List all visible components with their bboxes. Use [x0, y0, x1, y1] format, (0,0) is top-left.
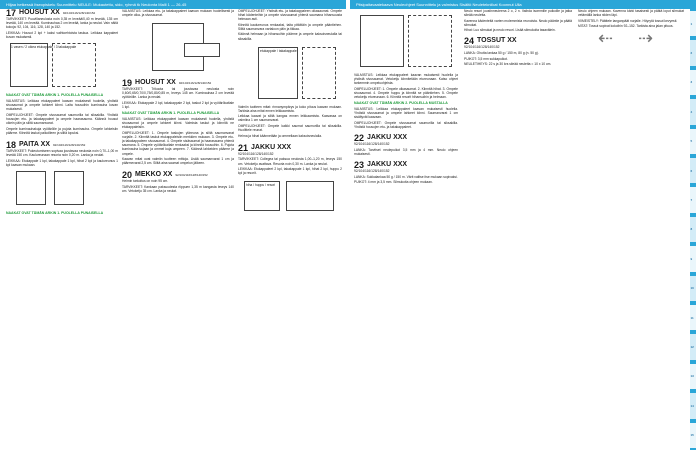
page-number-right: 17: [681, 443, 686, 448]
left-col-3: [238, 9, 342, 450]
side-tab-label: 11: [690, 315, 694, 320]
size-codes: 92/104/116/128/140/152: [175, 173, 208, 178]
paragraph: Käännä helmaan ja hihansuihin päärme ja ompele kaksoisneulalla tai siksakilla.: [238, 32, 342, 41]
side-tab: [690, 246, 696, 271]
top-band-left: [0, 0, 346, 9]
green-note: NAAKAT OVAT TÄMÄN ARKIN 1. PUOLELLA PUNAISELLA: [6, 92, 104, 97]
hand-icon: ⇢: [638, 28, 654, 49]
section-title: HOUSUT XX: [135, 79, 176, 87]
paragraph: TARVIKKEET: Kankaan paksuudesta riippuen 1,35 m kangasta leveys 140 cm. Vetoketju 35 cm. Lanka ja neulat.: [122, 184, 234, 193]
pattern-diagram-17: [6, 41, 118, 91]
paragraph: MITAT: Tossut sopivat kokoihin 92–152. Tarkista aina jalan pituus.: [578, 24, 674, 29]
pattern-diagram-r1: [354, 11, 458, 71]
paragraph: LANKA: Sukkalankaa 50 g / 150 m. Värit valitse itse mukaan sopivaksi.: [354, 174, 458, 179]
paragraph: OMPELUOHJEET: Ompele sivusaumat saumurilla tai siksakilla. Yhdistä housujen etu- ja takakappaleet.: [354, 120, 458, 130]
paragraph: VALMISTUS: Leikkaa etukappaleet kaavan mukaisesti huolella, yhdistä sivusaumat ja ompele lahkeet kiinni. Valmista taskut ja kiinnitä ne etukappaleisiin.: [122, 117, 234, 130]
side-tab: [690, 187, 696, 212]
paragraph: LANKA: Tarvitset neulepuikot 3,5 mm ja 4 mm. Neulo ohjeen mukaisesti.: [354, 147, 458, 156]
section-title: MEKKO XX: [135, 171, 173, 179]
side-tab-label: 14: [690, 403, 694, 408]
side-tab-label: 3: [690, 80, 693, 85]
paragraph: OMPELUOHJEET: Yhdistä etu- ja takakappaleen olkasaumat. Ompele hihat kädenteihin ja ompele sivusaumat yhtenä saumana hihansuusta helmaan asti.: [238, 9, 342, 22]
paragraph: TARVIKKEET: Collegea tai paksua neulosta 1,00–1,20 m, leveys 150 cm. Vetoketju avattava. Resoria noin 0,30 m. Lanka ja neulat.: [238, 157, 342, 166]
paragraph: PUIKOT: 3,5 mm sukkapuikot.: [464, 56, 508, 61]
pattern-piece: [286, 181, 334, 211]
section-number: 17: [6, 9, 17, 18]
paragraph: LEIKKAA: Etukappaleet 2 kpl, takakappale 1 kpl, hihat 2 kpl, huppu 2 kpl ja resorit.: [238, 167, 342, 176]
side-tab-strip: [690, 9, 696, 450]
paragraph: Neulo ohjeen mukaan. Kavenna kärki tasaisesti ja päätä loput silmukat vetämällä lanka niiden läpi.: [578, 9, 684, 18]
section-title: HOUSUT XX: [19, 9, 60, 16]
section-heading-23: [354, 161, 458, 169]
paragraph: Helmin tarkoitus on noin 95 cm.: [122, 179, 169, 184]
side-tab-label: 2: [690, 51, 693, 56]
section-number: 23: [354, 159, 365, 170]
hand-icon: ⇠: [598, 28, 614, 49]
green-note: NAAKAT OVAT TÄMÄN ARKIN 2. PUOLELLA MUSTALLA: [354, 101, 448, 106]
top-band-right: [350, 0, 696, 9]
paragraph: Hihat: Luo silmukat ja neulo resori. Lisää silmukoita tasavälein.: [464, 28, 556, 33]
pattern-piece: [54, 171, 84, 205]
diagram-caption: etukappale / takakappale: [260, 48, 297, 53]
paragraph: VALMISTUS: Leikkaa etukappaleet kaavan mukaisesti huolella ja yhdistä sivusaumat. Vetoketju kiinnitetään etureunaan. Katso ohjeet tarkemmin ompeluohjeista.: [354, 73, 458, 86]
pattern-diagram-2: [122, 19, 234, 77]
section-title: PAITA XX: [19, 140, 50, 148]
section-heading-22: [354, 134, 458, 142]
paragraph: Leikkaa kaavat ja silitä kangas ennen leikkaamista. Kaavassa on valmiina 1 cm saumanvarat.: [238, 114, 342, 123]
section-number: 20: [122, 170, 133, 181]
size-codes: 92/104/116/128/140/152: [464, 45, 500, 50]
section-title: JAKKU XXX: [251, 143, 292, 151]
side-tab-label: 9: [690, 256, 693, 261]
size-codes: 92/104/116/128/140/152: [53, 142, 86, 147]
side-tab-label: 1: [690, 21, 693, 26]
header-left-text: Hiljaa hetkessä Itseopiskelu Suunnittelu NEULE: Mukautettu, sido, ryhmä tk Neulonta Malli 1 — 26-45: [6, 2, 187, 7]
paragraph: Helma ja hihat käännetään ja ommellaan kaksoisneulalla.: [238, 133, 322, 138]
section-heading-24: [464, 37, 572, 45]
section-number: 19: [122, 78, 133, 89]
side-tab: [690, 40, 696, 65]
left-col-1: [6, 9, 118, 450]
paragraph: Kiinnitä kaulureunus renkaaksi, taita pitkittäin ja ompele pääntiehen. Silitä saumanvara vartaloon päin ja tikkaa.: [238, 22, 342, 31]
section-heading-21: [238, 144, 342, 152]
right-col-3: [578, 9, 684, 450]
section-heading-18: [6, 141, 118, 149]
right-col-1: [354, 9, 458, 450]
side-tab: [690, 11, 696, 36]
size-codes: 92/104/116/128/140/152: [178, 81, 212, 86]
left-col-2: [122, 9, 234, 450]
paragraph: Ompele kuminauhakuja vyötärölle ja pujota kuminauha. Ompele lahkeisiin päärme. Kiinnitä taskut paikoilleen ja silitä lopuksi.: [6, 126, 118, 135]
side-tab-label: 15: [690, 433, 694, 438]
paragraph: TARVIKKEET: Trikoota tai joustavaa neulosta noin 0,60/0,65/0,70/0,75/0,80/0,85 m, leveys 145 cm. Kuminauhaa 2 cm leveää vyötärölle. Lanka ja neulat.: [122, 87, 234, 100]
section-title: JAKKU XXX: [367, 134, 408, 142]
section-title: TOSSUT XX: [477, 37, 517, 45]
paragraph: Neulo resori joustinneuleena 2 o, 2 n. Vaihda isommille puikoille ja jatka sileää neuletta.: [464, 9, 572, 18]
side-tab: [690, 276, 696, 301]
paragraph: Valmiin tuotteen mitat: rinnanympärys ja koko pituus kaavan mukaan. Tarkista aina mitat ennen leikkaamista.: [238, 104, 342, 113]
side-tab: [690, 99, 696, 124]
pattern-diagram-18: [6, 169, 118, 209]
paragraph: PUIKOT: 4 mm ja 3,5 mm. Silmukoita ohjeen mukaan.: [354, 180, 433, 185]
pattern-diagram-21: [238, 177, 342, 217]
paragraph: OMPELUOHJEET: 1. Ompele olkasaumat. 2. Kiinnitä hihat. 3. Ompele sivusaumat. 4. Ompele huppu ja kiinnitä se pääntiehen. 5. Ompele vetoketju etureunaan. 6. Kiinnitä resorit hihansuihin ja helmaan.: [354, 86, 458, 99]
paragraph: Kaavan mitat ovat valmiin tuotteen mittoja. Lisää saumanvarat 1 cm ja päärmevarat 2,5 cm. Silitä aina saumat ompelun jälkeen.: [122, 157, 234, 166]
side-tab-label: 12: [690, 345, 694, 350]
paragraph: TARVIKKEET: Puuvillaneulosta noin 0,35 m leveää/0,40 m leveää, 135 cm leveää, 140 cm leveää. Kuminauhaa 2 cm leveää, lanka ja neulat. Vain näitä kokoja: 92, 104, 116, 128, 140 ja 152.: [6, 17, 118, 30]
pattern-piece: [184, 43, 220, 57]
right-page: [350, 9, 690, 450]
paragraph: LEIKKAA: Etukappale 1 kpl, takakappale 1 kpl, hihat 2 kpl ja kaulureunus 1 kpl kaavan mukaan.: [6, 158, 118, 167]
section-title: JAKKU XXX: [367, 160, 408, 168]
pattern-piece: [408, 15, 452, 67]
side-tab-label: 13: [690, 374, 694, 379]
side-tab: [690, 217, 696, 242]
side-tab: [690, 158, 696, 183]
section-number: 21: [238, 142, 249, 153]
side-tab: [690, 393, 696, 418]
paragraph: VIIMEISTELY: Päättele langanpäät nurjalle. Höyrytä tossut kevyesti.: [578, 18, 678, 23]
size-codes: 92/104/116/128/140/152: [238, 151, 274, 156]
side-tab: [690, 423, 696, 448]
section-heading-19: [122, 79, 234, 87]
size-codes: 92/104/116/128/140/152: [354, 142, 390, 147]
page-number-left: 16: [8, 443, 13, 448]
paragraph: OMPELUOHJEET: Ompele kaikki saumat saumurilla tai siksakilla. Huolittele reunat.: [238, 124, 342, 133]
paragraph: LEIKKAA: Etukappale 2 kpl, takakappale 2 kpl, taskut 2 kpl ja vyötärökaitale 1 kpl.: [122, 100, 234, 110]
side-tab-label: 4: [690, 109, 693, 114]
left-page: [0, 9, 346, 450]
pattern-piece: [16, 171, 46, 205]
side-tab-label: 7: [690, 198, 693, 203]
pattern-diagram-3: [238, 43, 342, 103]
section-number: 24: [464, 36, 475, 47]
pattern-piece-back: [52, 43, 96, 87]
side-tab: [690, 305, 696, 330]
paragraph: OMPELUOHJEET: Ompele sivusaumat saumurilla tai siksakilla. Yhdistä housujen etu- ja takakappaleet ja ompele haarasauma. Käännä housut oikein päin ja silitä saumanvarat.: [6, 112, 118, 126]
right-col-2: [464, 9, 572, 450]
section-heading-17: [6, 9, 118, 17]
paragraph: VALMISTUS: Leikkaa etu- ja takakappaleet kaavan mukaan huolellisesti ja ompele olka- ja sivusaumat.: [122, 9, 234, 18]
size-codes: 92/104/116/128/140/152: [62, 11, 96, 15]
paragraph: LEIKKAA: Housut 2 kpl + kaksi vaihtoehtoista taskua. Leikkaa kappaleet kuvan mukaisesti.: [6, 30, 118, 39]
side-tab: [690, 334, 696, 359]
paragraph: NEULETIHEYS: 22 s ja 30 krs sileää neuletta = 10 x 10 cm.: [464, 62, 552, 67]
side-tab-label: 6: [690, 168, 693, 173]
hand-illustrations: [578, 28, 684, 66]
paragraph: VALMISTUS: Leikkaa etukappaleet kaavan mukaisesti huolella. Yhdistä sivusaumat ja ompele lahkeet kiinni. Saumanvarat 1 cm sisältyvät kaavaan.: [354, 107, 458, 120]
side-tab-label: 10: [690, 286, 694, 291]
paragraph: Kavenna kädenteitä varten molemmista reunoista. Neulo pääntie ja päätä silmukat.: [464, 18, 572, 27]
pattern-piece: [360, 15, 404, 67]
section-number: 18: [6, 139, 17, 150]
pattern-piece: [258, 47, 298, 99]
paragraph: LANKA: Ohutta lankaa 50 g / 150 m, 80 g (n. 50 g).: [464, 51, 539, 56]
pattern-piece-front: [10, 43, 48, 87]
side-tab-label: 5: [690, 139, 693, 144]
paragraph: OMPELUOHJEET: 1. Ompele taskujen yläreuna ja silitä saumanvarat nurjalle. 2. Kiinnitä taskut etukappaleisiin merkkien mukaan. 3. Ompele etu- ja takakappaleen sivusaumat. 4. Ompele sisäsaumat ja haarasauma yhtenä saumana. 5. Ompele vyötärökaitale renkaaksi ja kiinnitä housuihin. 6. Pujota kuminauha kujaan ja ommel kuja umpeen. 7. Käännä lahkeiden päärme ja ompele.: [122, 131, 234, 156]
pattern-piece: [302, 47, 336, 99]
green-note: NAAKAT OVAT TÄMÄN ARKIN 1. PUOLELLA PUNAISELLA: [122, 111, 220, 116]
section-heading-20: [122, 171, 234, 179]
green-note: NAAKAT OVAT TÄMÄN ARKIN 1. PUOLELLA PUNAISELLA: [6, 210, 104, 215]
side-tab-label: 8: [690, 227, 693, 232]
paragraph: TARVIKKEET: Pukeutumiseen sopivaa joustavaa neulosta noin 0,70–1,00 m leveää 150 cm. Kaulureunaan resoria noin 0,20 m. Lanka ja neulat.: [6, 148, 118, 157]
diagram-caption: 1 vasen / 2 oikea etukappale / 3 takakappale: [11, 44, 77, 49]
side-tab: [690, 70, 696, 95]
side-tab: [690, 129, 696, 154]
header-right-text: Pitsipaitavaatekaava Neuleohjeet Suunnittelu ja valmistus Sisältö Neuletekniikat Koonnut Ulla: [356, 2, 522, 7]
paragraph: VALMISTUS: Leikkaa etukappaleet kaavan mukaisesti huolella, yhdistä sivusaumat ja ompele lahkeet kiinni. Laita housuihin kuminauha kuvan mukaisesti.: [6, 99, 118, 112]
diagram-caption: hiha / huppu / resori: [246, 183, 276, 188]
section-number: 22: [354, 133, 365, 144]
size-codes: 92/104/116/128/140/152: [354, 168, 390, 173]
side-tab: [690, 364, 696, 389]
